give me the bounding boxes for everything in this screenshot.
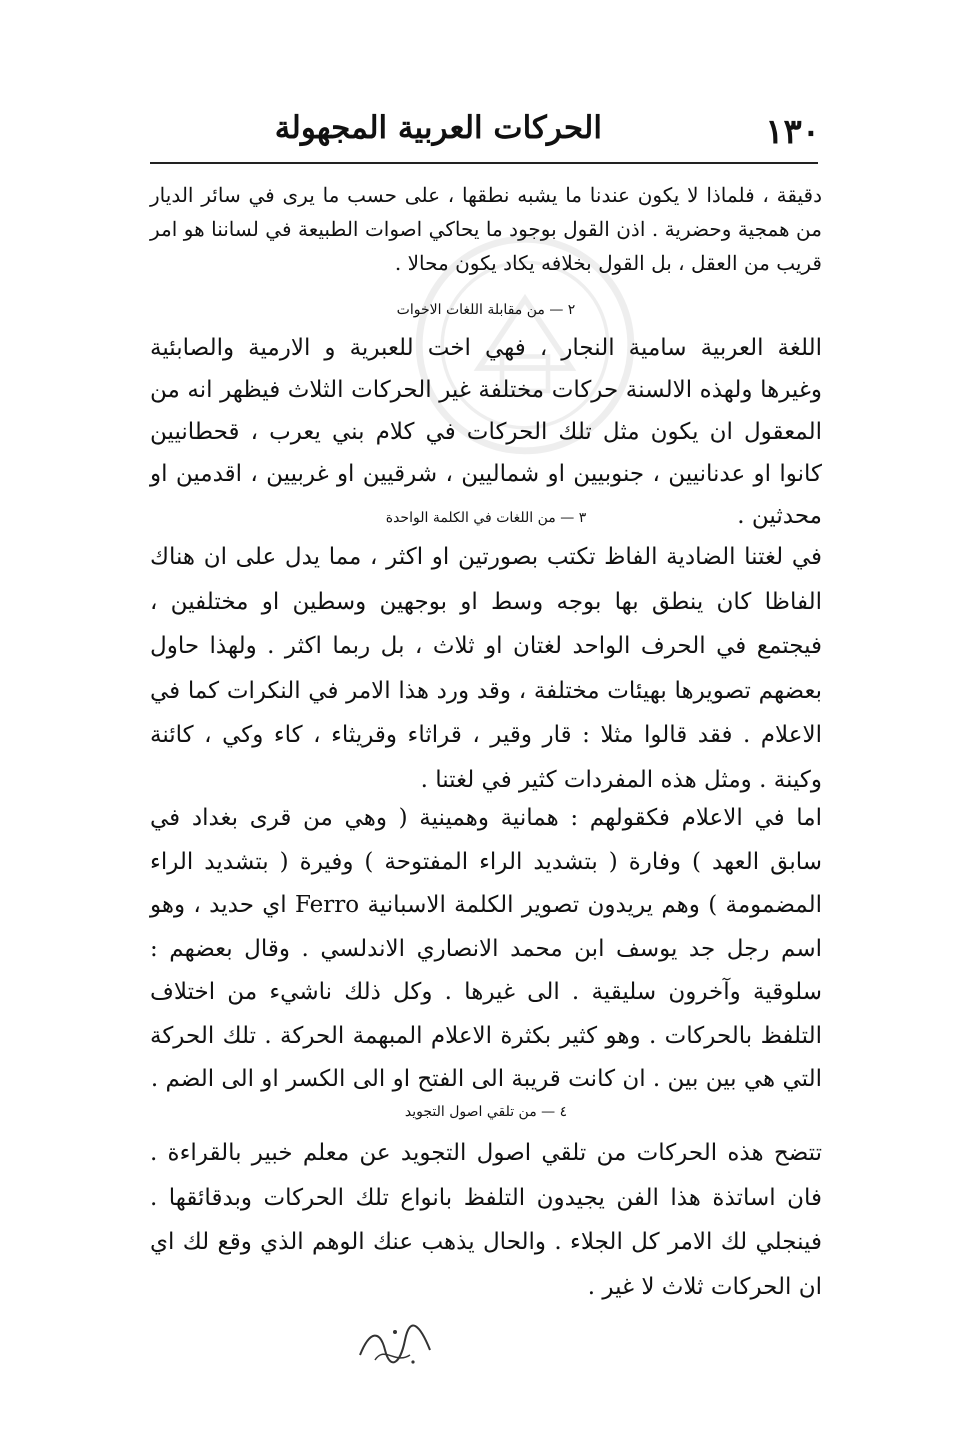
- section-heading-2: ٢ — من مقابلة اللغات الاخوات: [396, 302, 576, 318]
- calligraphic-flourish-icon: [355, 1320, 435, 1370]
- running-title: الحركات العربية المجهولة: [274, 110, 602, 146]
- header-rule: [150, 162, 818, 164]
- paragraph-section-4: تتضح هذه الحركات من تلقي اصول التجويد عن معلم خبير بالقراءة . فان اساتذة هذا الفن يجيدون التلفظ بانواع تلك الحركات وبدقائقها . فينجلي لك الامر كل الجلاء . والحال يذهب عنك الوهم الذي وقع لك اي ان الحركات ثلاث لا غير .: [150, 1140, 822, 1300]
- page-header: [150, 106, 820, 162]
- paragraph-section-3: في لغتنا الضادية الفاظ تكتب بصورتين او اكثر ، مما يدل على ان هناك الفاظا كان ينطق بها بوجه وسط او بوجهين وسطين او مختلفين ، فيجتمع في الحرف الواحد لغتان او ثلاث ، بل ربما اكثر . ولهذا حاول بعضهم تصويرها بهيئات مختلفة ، وقد ورد هذا الامر في النكرات كما في الاعلام . فقد قالوا مثلا : قار وقير ، قراثاء وقريثاء ، كاء وكي ، كائنة وكينة . ومثل هذه المفردات كثير في لغتنا .: [150, 544, 822, 793]
- paragraph-section-2: اللغة العربية سامية النجار ، فهي اخت للعبرية و الارمية والصابئية وغيرها ولهذه الالسنة حركات مختلفة غير الحركات الثلاث فيظهر انه من المعقول ان يكون مثل تلك الحركات في كلام بني يعرب ، قحطانيين كانوا او عدنانيين ، جنوبيين او شماليين ، شرقيين او غربيين ، اقدمين او محدثين .: [150, 335, 822, 529]
- paragraph-intro: دقيقة ، فلماذا لا يكون عندنا ما يشبه نطقها ، على حسب ما يرى في سائر الديار من همجية وحضرية . اذن القول بوجود ما يحاكي اصوات الطبيعة في لساننا هو امر قريب من العقل ، بل القول بخلافه يكاد يكون محالا .: [150, 183, 822, 275]
- page-number: ١٣٠: [765, 112, 820, 152]
- section-heading-3: ٣ — من اللغات في الكلمة الواحدة: [385, 510, 587, 526]
- section-heading-4: ٤ — من تلقي اصول التجويد: [404, 1104, 568, 1120]
- paragraph-section-3b: اما في الاعلام فكقولهم : همانية وهمينية ( وهي من قرى بغداد في سابق العهد ) وفارة ( بتشديد الراء المفتوحة ) وفيرة ( بتشديد الراء المضمومة ) وهم يريدون تصوير الكلمة الاسبانية Ferro اي حديد ، وهو اسم رجل جد يوسف ابن محمد الانصاري الاندلسي . وقال بعضهم : سلوقية وآخرون سليقية . الى غيرها . وكل ذلك ناشيء من اختلاف التلفظ بالحركات . وهو كثير بكثرة الاعلام المبهمة الحركة . تلك الحركة التي هي بين بين . ان كانت قريبة الى الفتح او الى الكسر او الى الضم .: [150, 805, 822, 1092]
